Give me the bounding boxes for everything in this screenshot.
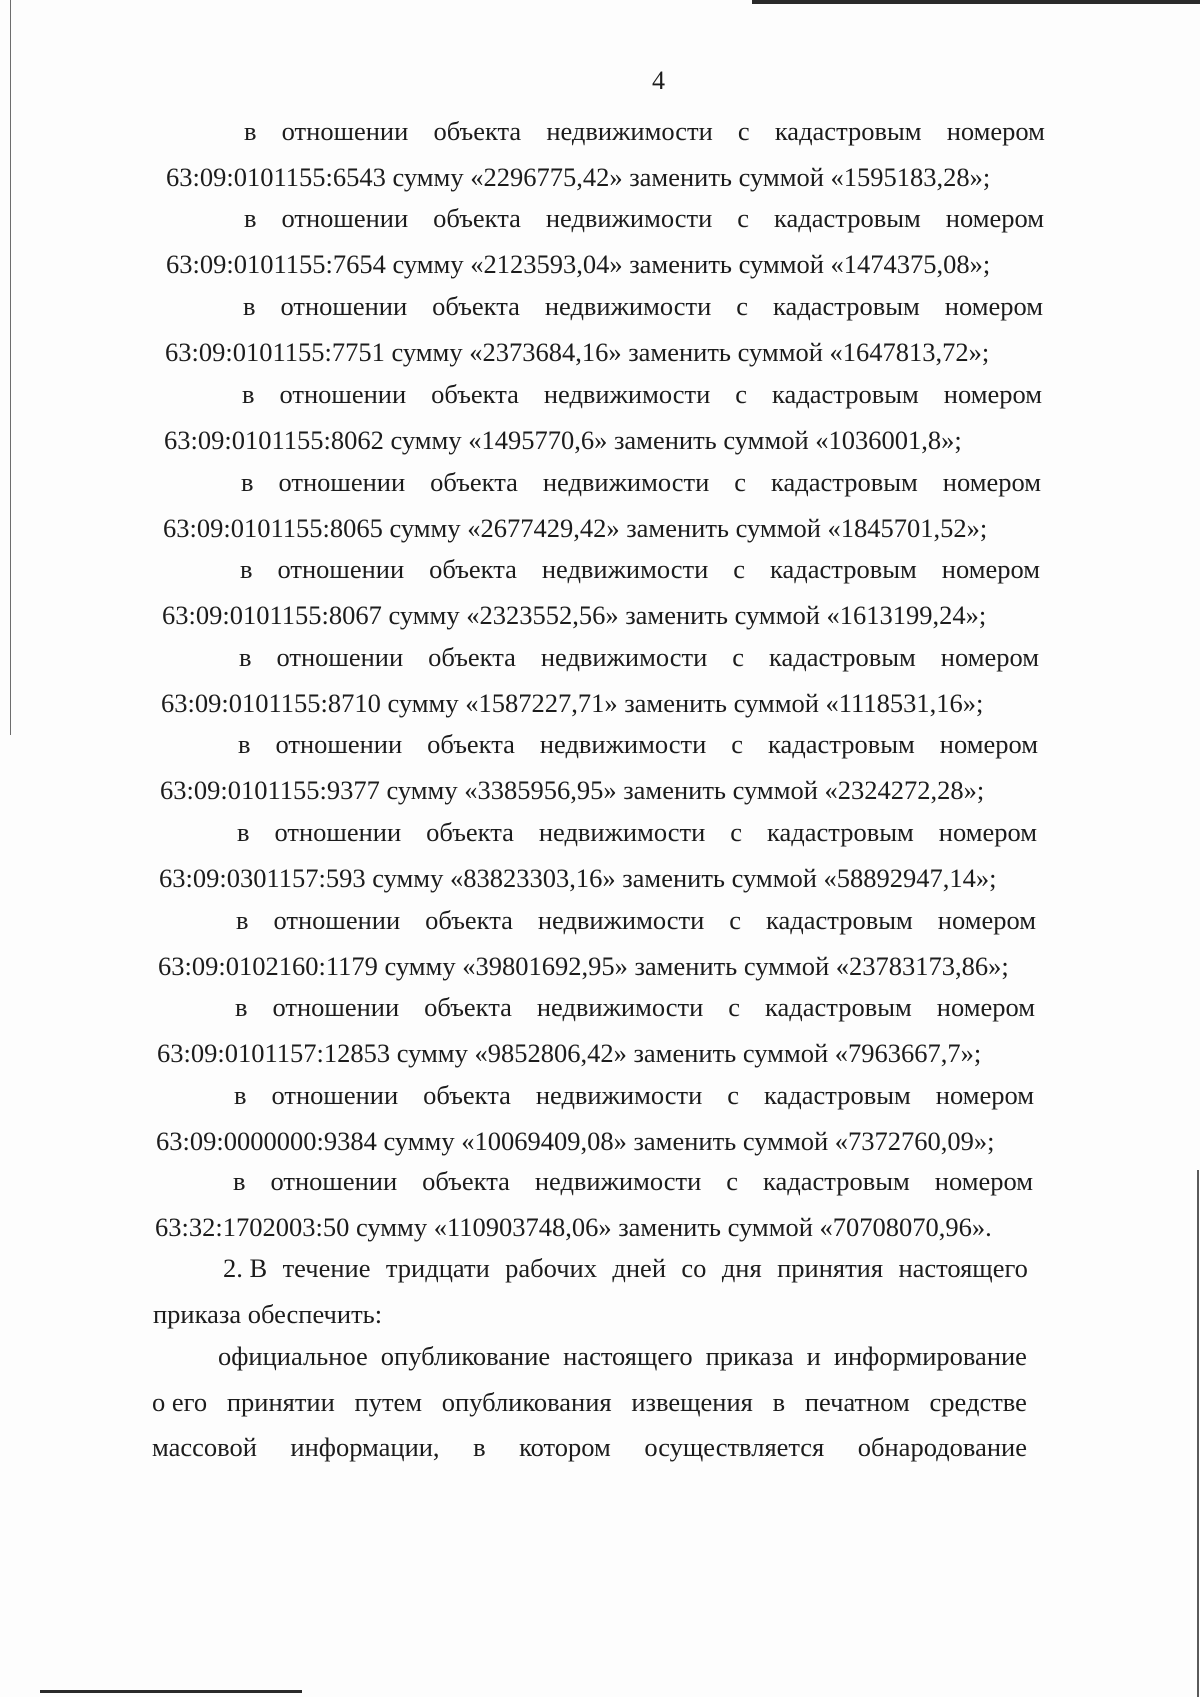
entry-word: в [238, 729, 251, 759]
entry-word: с [736, 291, 749, 321]
entry-word: объекта [430, 467, 518, 497]
entry-word: с [729, 905, 742, 935]
entry-detail-line: 63:32:1702003:50 сумму «110903748,06» заменить суммой «70708070,96». [155, 1211, 992, 1242]
entry-word: недвижимости [538, 817, 706, 847]
entry-detail-line: 63:09:0301157:593 сумму «83823303,16» заменить суммой «58892947,14»; [159, 862, 997, 893]
entry-intro-line [164, 381, 1042, 408]
entry-word: в [242, 379, 255, 409]
paragraph-word: принятии [226, 1386, 335, 1417]
entry-word: с [737, 116, 750, 146]
paragraph-word: 2. В [223, 1253, 268, 1283]
entry-word: недвижимости [545, 203, 713, 233]
paragraph-word: дня [721, 1253, 762, 1283]
paragraph-2 [153, 1255, 1028, 1327]
entry-word: в [241, 467, 254, 497]
entry-word: недвижимости [540, 642, 708, 672]
entry-word: отношении [276, 642, 404, 672]
entry-intro-line [156, 1082, 1034, 1109]
paragraph-3-line-1 [152, 1343, 1027, 1370]
entry-word: отношении [273, 905, 401, 935]
entry-word: отношении [281, 203, 409, 233]
entry-detail-line: 63:09:0102160:1179 сумму «39801692,95» заменить суммой «23783173,86»; [158, 950, 1009, 981]
entry-word: отношении [277, 554, 405, 584]
cadastral-entry [163, 469, 1041, 541]
entry-word: недвижимости [534, 1166, 702, 1196]
entry-word: объекта [427, 729, 515, 759]
paragraph-word: настоящего [898, 1253, 1028, 1283]
entry-word: кадастровым [774, 116, 922, 146]
cadastral-entry [157, 994, 1035, 1066]
entry-word: номером [935, 1080, 1034, 1110]
entry-detail-line: 63:09:0101155:9377 сумму «3385956,95» заменить суммой «2324272,28»; [160, 774, 985, 805]
entry-intro-line [161, 644, 1039, 671]
entry-word: объекта [428, 642, 516, 672]
entry-word: кадастровым [764, 1080, 911, 1110]
entry-word: отношении [270, 1166, 398, 1196]
entry-word: кадастровым [763, 1166, 910, 1196]
entry-word: недвижимости [539, 729, 707, 759]
entry-intro-line [166, 205, 1044, 232]
entry-word: объекта [431, 379, 519, 409]
paragraph-2-line-2: приказа обеспечить: [153, 1298, 383, 1329]
entry-word: номером [934, 1166, 1033, 1196]
entry-word: объекта [423, 1080, 511, 1110]
entry-word: в [244, 203, 257, 233]
entry-intro-line [155, 1168, 1033, 1195]
entry-word: недвижимости [535, 1080, 703, 1110]
paragraph-word: печатном [804, 1386, 910, 1417]
entry-word: объекта [433, 116, 522, 146]
entry-word: номером [936, 992, 1035, 1022]
paragraph-word: в [772, 1386, 786, 1417]
entry-word: отношении [271, 1080, 399, 1110]
paragraph-word: настоящего [563, 1341, 693, 1371]
paragraph-word: о его [152, 1386, 208, 1417]
cadastral-entry [155, 1168, 1033, 1240]
entry-word: объекта [429, 554, 517, 584]
entry-word: с [726, 1166, 739, 1196]
entry-word: в [234, 1080, 247, 1110]
entry-word: с [732, 642, 745, 672]
entry-intro-line [166, 118, 1045, 145]
paragraph-word: опубликования [441, 1386, 612, 1417]
entry-word: в [239, 642, 252, 672]
entry-intro-line [159, 819, 1037, 846]
cadastral-entry [161, 644, 1039, 716]
scan-edge-bottom [40, 1690, 302, 1693]
entry-word: кадастровым [771, 467, 918, 497]
entry-word: объекта [432, 291, 520, 321]
scan-edge-left [10, 0, 11, 735]
entry-detail-line: 63:09:0101155:8062 сумму «1495770,6» заменить суммой «1036001,8»; [164, 424, 962, 455]
entry-word: номером [937, 905, 1036, 935]
entry-word: кадастровым [772, 379, 919, 409]
entry-word: объекта [424, 992, 512, 1022]
entry-word: в [235, 992, 248, 1022]
entry-word: отношении [279, 379, 407, 409]
entry-word: отношении [272, 992, 400, 1022]
cadastral-entry [165, 293, 1043, 365]
entry-word: кадастровым [774, 203, 921, 233]
entry-detail-line: 63:09:0101155:7654 сумму «2123593,04» заменить суммой «1474375,08»; [166, 248, 991, 279]
entry-intro-line [157, 994, 1035, 1021]
entry-intro-line [158, 907, 1036, 934]
entry-detail-line: 63:09:0101155:8067 сумму «2323552,56» заменить суммой «1613199,24»; [162, 599, 987, 630]
paragraph-word: путем [354, 1386, 423, 1417]
entry-word: кадастровым [768, 729, 915, 759]
entry-word: номером [944, 291, 1043, 321]
entry-word: кадастровым [767, 817, 914, 847]
entry-word: отношении [280, 291, 408, 321]
entry-word: номером [946, 116, 1045, 146]
entry-word: в [236, 905, 249, 935]
paragraph-word: информирование [833, 1341, 1027, 1371]
entry-word: с [727, 1080, 740, 1110]
entry-word: недвижимости [544, 291, 712, 321]
paragraph-word: извещения [631, 1386, 753, 1417]
cadastral-entry [166, 205, 1044, 277]
cadastral-entry [166, 118, 1045, 190]
entry-intro-line [163, 469, 1041, 496]
entry-word: кадастровым [770, 554, 917, 584]
entry-word: номером [940, 642, 1039, 672]
cadastral-entry [159, 819, 1037, 891]
entry-detail-line: 63:09:0101155:6543 сумму «2296775,42» заменить суммой «1595183,28»; [166, 161, 991, 192]
entry-word: недвижимости [536, 992, 704, 1022]
entry-word: объекта [425, 905, 513, 935]
cadastral-entry [156, 1082, 1034, 1154]
entry-word: кадастровым [765, 992, 912, 1022]
entry-intro-line [162, 556, 1040, 583]
entry-word: номером [939, 729, 1038, 759]
entry-word: номером [945, 203, 1044, 233]
entry-word: недвижимости [541, 554, 709, 584]
entry-word: в [233, 1166, 246, 1196]
paragraph-word: течение [282, 1253, 371, 1283]
entry-word: с [731, 729, 744, 759]
paragraph-word: информации, [290, 1432, 440, 1462]
entry-word: номером [943, 379, 1042, 409]
entry-word: объекта [433, 203, 521, 233]
paragraph-2-line-1 [153, 1255, 1028, 1282]
entry-word: отношении [274, 817, 402, 847]
paragraph-word: и [806, 1341, 821, 1371]
entry-word: отношении [281, 116, 409, 146]
entry-intro-line [160, 731, 1038, 758]
entry-word: недвижимости [543, 379, 711, 409]
paragraph-word: со [681, 1253, 707, 1283]
cadastral-entry [162, 556, 1040, 628]
paragraph-3 [152, 1343, 1027, 1461]
entry-detail-line: 63:09:0000000:9384 сумму «10069409,08» заменить суммой «7372760,09»; [156, 1125, 995, 1156]
entry-word: объекта [426, 817, 514, 847]
entry-word: с [733, 554, 746, 584]
cadastral-entry [164, 381, 1042, 453]
page-number: 4 [652, 66, 665, 95]
entry-word: недвижимости [546, 116, 713, 146]
entry-detail-line: 63:09:0101155:8710 сумму «1587227,71» заменить суммой «1118531,16»; [161, 687, 984, 718]
entry-word: в [243, 291, 256, 321]
entry-word: в [240, 554, 253, 584]
paragraph-3-line-2 [152, 1386, 1027, 1417]
paragraph-word: массовой [152, 1432, 257, 1462]
entry-word: кадастровым [766, 905, 913, 935]
entry-intro-line [165, 293, 1043, 320]
paragraph-word: средстве [929, 1386, 1027, 1417]
entry-word: номером [941, 554, 1040, 584]
entry-word: с [735, 379, 748, 409]
cadastral-entry [158, 907, 1036, 979]
paragraph-3-line-3 [152, 1434, 1027, 1461]
paragraph-word: обнародование [857, 1432, 1027, 1462]
paragraph-word: рабочих [505, 1253, 597, 1283]
entry-word: недвижимости [537, 905, 705, 935]
scan-edge-top [752, 0, 1200, 4]
entry-word: в [237, 817, 250, 847]
entry-word: недвижимости [542, 467, 710, 497]
entry-detail-line: 63:09:0101155:7751 сумму «2373684,16» заменить суммой «1647813,72»; [165, 336, 990, 367]
entry-word: номером [938, 817, 1037, 847]
paragraph-word: котором [519, 1432, 611, 1462]
entry-word: отношении [278, 467, 406, 497]
paragraph-word: дней [612, 1253, 666, 1283]
entry-word: кадастровым [773, 291, 920, 321]
paragraph-word: в [473, 1432, 486, 1462]
paragraph-word: осуществляется [644, 1432, 825, 1462]
entry-word: в [244, 116, 257, 146]
entry-word: отношении [275, 729, 403, 759]
entry-word: кадастровым [769, 642, 916, 672]
entry-word: номером [942, 467, 1041, 497]
entry-word: с [728, 992, 741, 1022]
entry-detail-line: 63:09:0101157:12853 сумму «9852806,42» заменить суммой «7963667,7»; [157, 1037, 982, 1068]
paragraph-word: опубликование [380, 1341, 551, 1371]
paragraph-word: приказа [705, 1341, 794, 1371]
paragraph-word: тридцати [385, 1253, 490, 1283]
entry-detail-line: 63:09:0101155:8065 сумму «2677429,42» заменить суммой «1845701,52»; [163, 512, 988, 543]
entry-word: с [734, 467, 747, 497]
cadastral-entry [160, 731, 1038, 803]
paragraph-word: принятия [777, 1253, 884, 1283]
entry-word: объекта [422, 1166, 510, 1196]
entry-word: с [730, 817, 743, 847]
paragraph-word: официальное [218, 1341, 368, 1371]
entry-word: с [737, 203, 750, 233]
scan-edge-right [1197, 1170, 1199, 1697]
